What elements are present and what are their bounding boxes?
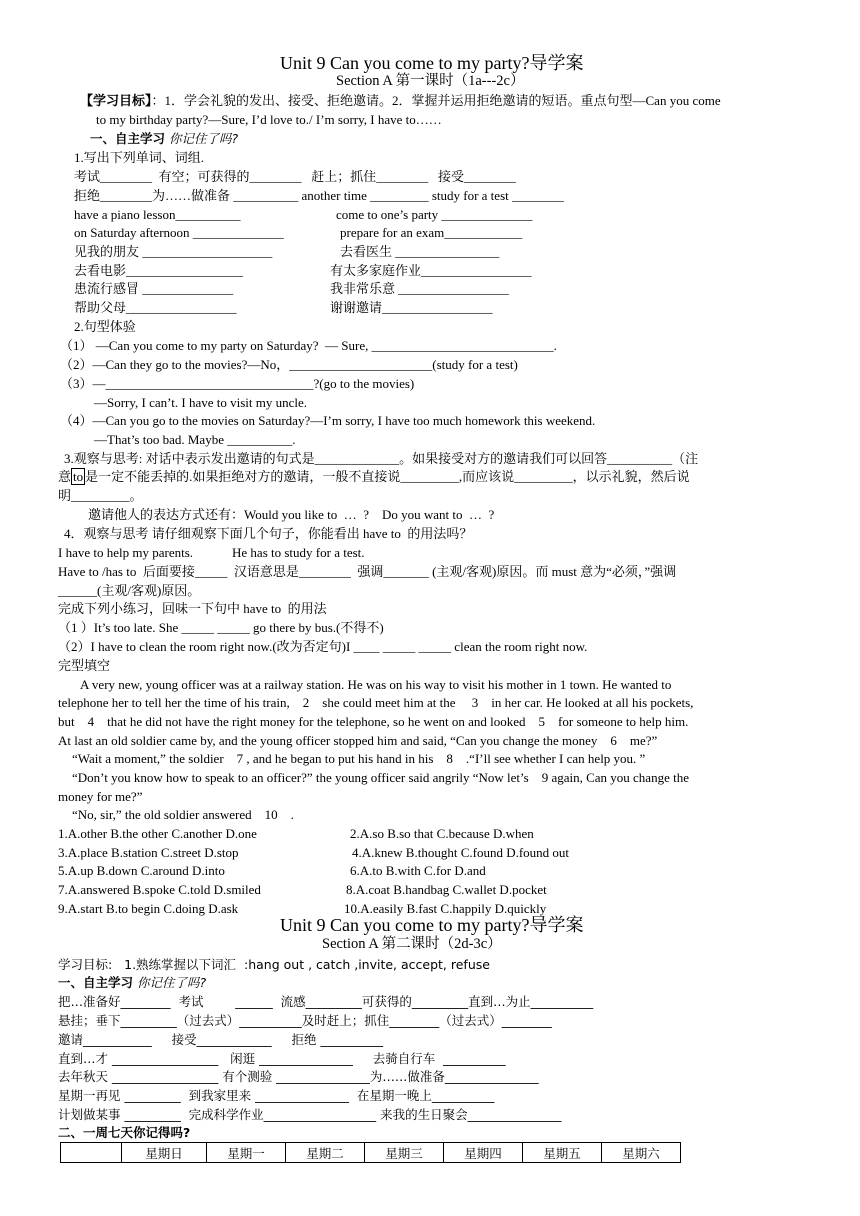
- q4-example: I have to help my parents. He has to study for a test.: [58, 545, 365, 560]
- cloze-line: “Don’t you know how to speak to an officer?” the young officer said angrily “Now let’s 9 again, Can you change the: [72, 770, 689, 785]
- cloze-option: 1.A.other B.the other C.another D.one: [58, 826, 257, 841]
- goal-text: ：1．学会礼貌的发出、接受、拒绝邀请。2．掌握并运用拒绝邀请的短语。重点句型—Can you come: [151, 93, 721, 108]
- cloze-option: 4.A.knew B.thought C.found D.found out: [352, 845, 570, 860]
- q1-title: 1.写出下列单词、词组.: [74, 150, 205, 165]
- table-cell: 星期日: [122, 1143, 207, 1163]
- self-study-label: 一、自主学习: [90, 131, 166, 146]
- vocab-line: 我非常乐意 _________________: [330, 281, 509, 296]
- self-study-hint: 你记住了吗?: [169, 131, 239, 146]
- sentence-item: （3）—________________________________?(go to the movies): [60, 376, 415, 391]
- vocab-line: 拒绝________为……做准备 __________ another time _________ study for a test ________: [74, 188, 564, 203]
- vocab-line: prepare for an exam____________: [340, 225, 523, 240]
- week-title: 二、一周七天你记得吗?: [58, 1125, 191, 1140]
- sentence-item: —Sorry, I can’t. I have to visit my uncle.: [94, 395, 308, 410]
- table-cell: 星期五: [523, 1143, 602, 1163]
- vocab-line: 有太多家庭作业_________________: [330, 263, 532, 278]
- cloze-line: telephone her to tell her the time of his train, 2 she could meet him at the 3 in her car. He looked at all his pockets,: [58, 695, 694, 710]
- q3-text-b: 是一定不能丢掉的.如果拒绝对方的邀请，一般不直接说_________,而应该说_________，以示礼貌，然后说: [85, 469, 690, 484]
- sentence-item: （4）—Can you go to the movies on Saturday?—I’m sorry, I have too much homework this weekend.: [60, 413, 596, 428]
- table-cell: 星期二: [286, 1143, 365, 1163]
- vocab-line: 考试________ 有空；可获得的________ 赶上；抓住________ 接受________: [74, 169, 517, 184]
- exercise-item: （2）I have to clean the room right now.(改为否定句)I ____ _____ _____ clean the room right now.: [58, 639, 588, 654]
- cloze-title: 完型填空: [58, 658, 111, 673]
- q4-text: Have to /has to 后面要接_____ 汉语意思是________ 强调_______ (主观/客观)原因。而 must 意为“必须，”强调: [58, 564, 677, 579]
- learning-goals-2: 学习目标: 1.熟练掌握以下词汇 :hang out , catch ,invite, accept, refuse: [58, 957, 490, 972]
- vocab-line: 谢谢邀请_________________: [330, 300, 493, 315]
- cloze-option: 3.A.place B.station C.street D.stop: [58, 845, 239, 860]
- vocab-line-2: 把…准备好________ 考试 ______ 流感_________可获得的_________直到…为止__________: [58, 994, 594, 1009]
- cloze-line: “No, sir,” the old soldier answered 10 .: [72, 807, 294, 822]
- q3-text: [58, 468, 690, 486]
- vocab-line-2: 星期一再见 _________ 到我家里来 _______________ 在星期一晚上__________: [58, 1088, 495, 1103]
- cloze-option: 7.A.answered B.spoke C.told D.smiled: [58, 882, 261, 897]
- cloze-option: 2.A.so B.so that C.because D.when: [350, 826, 534, 841]
- exercise-item: （1 ）It’s too late. She _____ _____ go there by bus.(不得不): [58, 620, 384, 635]
- q4-title: 4．观察与思考 请仔细观察下面几个句子，你能看出 have to 的用法吗？: [64, 526, 473, 541]
- q3-text: 邀请他人的表达方式还有：Would you like to … ? Do you want to … ?: [88, 507, 495, 522]
- page-title-2: Unit 9 Can you come to my party?导学案: [280, 915, 584, 935]
- vocab-line-2: 计划做某事 _________ 完成科学作业__________________ 来我的生日聚会_______________: [58, 1107, 562, 1122]
- vocab-line: 患流行感冒 ______________: [74, 281, 234, 296]
- q3-text: 明_________。: [58, 488, 143, 503]
- cloze-line: A very new, young officer was at a railway station. He was on his way to visit his mother in 1 town. He wanted to: [80, 677, 672, 692]
- vocab-line-2: 邀请___________ 接受____________ 拒绝 __________: [58, 1032, 383, 1047]
- self-study-heading: [90, 130, 238, 148]
- table-row: [61, 1143, 681, 1163]
- cloze-line: money for me?”: [58, 789, 143, 804]
- q3-text: 3.观察与思考: 对话中表示发出邀请的句式是_____________。如果接受对方的邀请我们可以回答__________（注: [64, 451, 699, 466]
- cloze-option: 8.A.coat B.handbag C.wallet D.pocket: [346, 882, 547, 897]
- self-study-hint-2: 你记住了吗?: [137, 975, 207, 990]
- q4-text: 完成下列小练习，回味一下句中 have to 的用法: [58, 601, 327, 616]
- vocab-line: have a piano lesson__________: [74, 207, 241, 222]
- page-title: Unit 9 Can you come to my party?导学案: [280, 53, 584, 73]
- sentence-item: —That’s too bad. Maybe __________.: [94, 432, 296, 447]
- cloze-line: “Wait a moment,” the soldier 7 , and he began to put his hand in his 8 .“I’ll see whether I can help you. ”: [72, 751, 646, 766]
- vocab-line: 去看电影__________________: [74, 263, 244, 278]
- vocab-line: 见我的朋友 ____________________: [74, 244, 273, 259]
- vocab-line: come to one’s party ______________: [336, 207, 533, 222]
- cloze-line: but 4 that he did not have the right money for the telephone, so he went on and looked 5 for someone to help him.: [58, 714, 689, 729]
- vocab-line-2: 去年秋天 _________________ 有个测验 _______________为……做准备_______________: [58, 1069, 539, 1084]
- cloze-option: 5.A.up B.down C.around D.into: [58, 863, 225, 878]
- vocab-line-2: 直到…才 _________________ 闲逛 _______________ 去骑自行车 __________: [58, 1051, 506, 1066]
- table-cell: 星期四: [444, 1143, 523, 1163]
- cloze-option: 9.A.start B.to begin C.doing D.ask: [58, 901, 239, 916]
- goal-text-2: to my birthday party?—Sure, I’d love to./ I’m sorry, I have to……: [96, 112, 442, 127]
- goal-label: 【学习目标】: [80, 93, 152, 108]
- boxed-word: to: [73, 469, 84, 484]
- vocab-line-2: 悬挂；垂下_________（过去式）__________及时赶上；抓住________（过去式）________: [58, 1013, 552, 1028]
- cloze-option: 10.A.easily B.fast C.happily D.quickly: [344, 901, 547, 916]
- q3-text-a: 意: [58, 469, 72, 484]
- table-cell: 星期一: [207, 1143, 286, 1163]
- sentence-item: （1） —Can you come to my party on Saturday? — Sure, ____________________________.: [60, 338, 557, 353]
- vocab-line: 帮助父母_________________: [74, 300, 237, 315]
- vocab-line: 去看医生 ________________: [340, 244, 500, 259]
- section-heading: Section A 第一课时（1a---2c）: [336, 73, 525, 89]
- self-study-label-2: 一、自主学习: [58, 975, 134, 990]
- cloze-line: At last an old soldier came by, and the young officer stopped him and said, “Can you change the money 6 me?”: [58, 733, 658, 748]
- vocab-line: on Saturday afternoon ______________: [74, 225, 284, 240]
- self-study-heading-2: [58, 974, 206, 992]
- q4-text: ______(主观/客观)原因。: [58, 583, 201, 598]
- sentence-item: （2）—Can they go to the movies?—No，______________________(study for a test): [60, 357, 518, 372]
- cloze-option: 6.A.to B.with C.for D.and: [350, 863, 486, 878]
- section-heading-2: Section A 第二课时（2d-3c）: [322, 936, 502, 952]
- q2-title: 2.句型体验: [74, 319, 136, 334]
- learning-goals: [80, 92, 721, 110]
- table-cell: 星期三: [365, 1143, 444, 1163]
- table-cell: 星期六: [602, 1143, 681, 1163]
- weekday-table: [60, 1142, 681, 1163]
- table-cell: [61, 1143, 122, 1163]
